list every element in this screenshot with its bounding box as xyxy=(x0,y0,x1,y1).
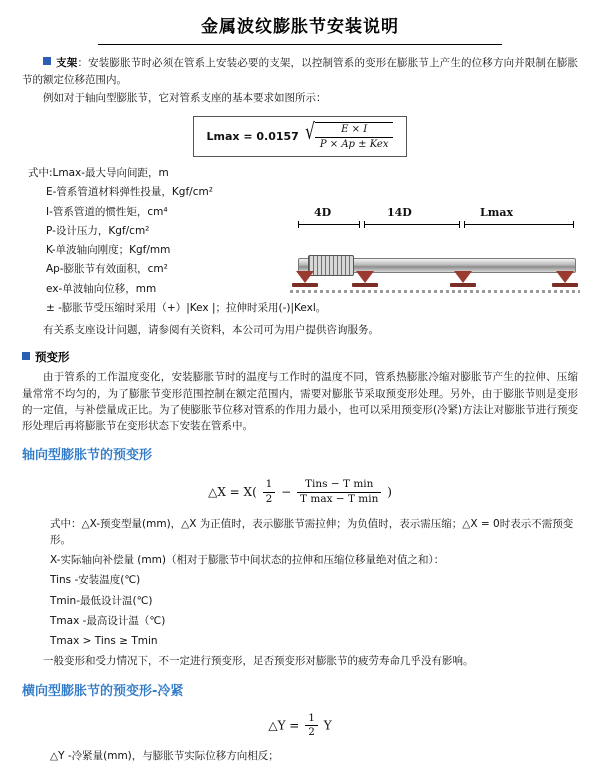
lateral-equation-rhs: Y xyxy=(323,718,332,733)
figure-label-14d: 14D xyxy=(387,206,412,219)
axial-where-item: Tins -安装温度(℃) xyxy=(50,574,141,587)
document-body xyxy=(0,55,600,764)
axial-where-item: Tmin-最低设计温(℃) xyxy=(50,594,153,607)
lmax-formula-denominator: P × Ap ± Kex xyxy=(319,138,389,150)
axial-where-list xyxy=(22,516,578,650)
axial-equation-half-fraction xyxy=(263,478,276,506)
title-divider xyxy=(98,44,502,45)
legend-item: P-设计压力，Kgf/cm² xyxy=(46,224,150,237)
axial-equation xyxy=(22,477,578,508)
legend-item: Ap-膨胀节有效面积，cm² xyxy=(46,263,168,276)
figure-pipe-assembly xyxy=(290,234,580,306)
figure-dimension-lines xyxy=(290,220,580,232)
axial-equation-temp-fraction xyxy=(297,478,381,506)
section-predeform-heading-row xyxy=(22,349,578,367)
lateral-equation xyxy=(22,712,578,740)
pipe-support-figure xyxy=(290,204,580,314)
pipe-support xyxy=(352,271,378,289)
lateral-equation-half-fraction xyxy=(305,712,318,740)
blue-square-bullet-icon xyxy=(43,57,51,65)
legend-item: I-管系管道的惯性矩，cm⁴ xyxy=(46,205,168,218)
section-lateral-heading: 横向型膨胀节的预变形-冷紧 xyxy=(22,683,184,699)
fraction-denominator: T max − T min xyxy=(300,492,379,505)
legend-item: ex-单波轴向位移，mm xyxy=(46,282,157,295)
fraction-numerator: 1 xyxy=(305,712,318,727)
dimension-line-lmax xyxy=(464,224,574,225)
pipe-support xyxy=(552,271,578,289)
axial-equation-lhs: △X = X( xyxy=(208,484,257,499)
dimension-line-4d xyxy=(298,224,360,225)
section-support-intro-text: 安装膨胀节时必须在管系上安装必要的支架，以控制管系的变形在膨胀节上产生的位移方向并限制在膨胀节的额定位移范围内。 xyxy=(22,57,579,86)
legend-item: K-单波轴向刚度；Kgf/mm xyxy=(46,244,171,257)
section-lateral-note: △Y -冷紧量(mm)，与膨胀节实际位移方向相反； xyxy=(50,750,279,763)
fraction-denominator: 2 xyxy=(265,492,273,505)
pipe-support xyxy=(292,271,318,289)
radical-sign-icon: √ xyxy=(304,120,315,146)
section-support-example: 例如对于轴向型膨胀节，它对管系支座的基本要求如图所示： xyxy=(43,91,327,104)
axial-equation-close-paren: ) xyxy=(387,484,392,499)
fraction-numerator: 1 xyxy=(263,478,276,493)
axial-where-item: X-实际轴向补偿量 (mm)（相对于膨胀节中间状态的拉伸和压缩位移量绝对值之和）： xyxy=(50,554,445,567)
legend-item: E-管系管道材料弹性投量，Kgf/cm² xyxy=(46,186,213,199)
section-support-closing: 有关系支座设计问题，请参阅有关资料，本公司可为用户提供咨询服务。 xyxy=(43,324,379,337)
fraction-numerator: Tins − T min xyxy=(297,478,381,493)
section-axial-heading: 轴向型膨胀节的预变形 xyxy=(22,448,153,464)
figure-label-lmax: Lmax xyxy=(480,206,514,219)
pipe-support xyxy=(450,271,476,289)
ground-line xyxy=(290,290,580,293)
lateral-equation-lhs: △Y = xyxy=(268,718,300,733)
axial-where-lead: 式中：△X-预变型量(mm)，△X 为正值时，表示膨胀节需拉伸；为负值时，表示需压缩；△X = 0时表示不需预变形。 xyxy=(50,517,574,546)
legend-item: ± -膨胀节受压缩时采用（+）|Kex |；拉伸时采用(-)|Kexl。 xyxy=(46,302,327,314)
section-predeform-heading: 预变形 xyxy=(35,349,70,364)
page-title: 金属波纹膨胀节安装说明 xyxy=(201,17,399,37)
document-page xyxy=(0,14,600,763)
figure-label-4d: 4D xyxy=(314,206,332,219)
axial-where-item: Tmax > Tins ≥ Tmin xyxy=(50,635,158,648)
dimension-line-14d xyxy=(364,224,460,225)
fraction-denominator: 2 xyxy=(308,726,315,739)
axial-equation-minus: − xyxy=(281,484,292,499)
legend-item: 式中:Lmax-最大导向间距，m xyxy=(28,167,169,180)
section-support-heading: 支架 xyxy=(56,57,78,70)
lmax-formula xyxy=(193,116,407,157)
section-axial-closing: 一般变形和受力情况下，不一定进行预变形，足否预变形对膨胀节的疲劳寿命几乎没有影响。 xyxy=(43,655,474,668)
lmax-formula-lhs: Lmax = 0.0157 xyxy=(206,130,299,144)
lmax-formula-numerator: E × I xyxy=(315,123,394,138)
axial-where-item: Tmax -最高设计温（℃) xyxy=(50,614,166,627)
figure-dimension-labels xyxy=(290,204,580,220)
blue-square-bullet-icon xyxy=(22,352,30,360)
lmax-formula-radical xyxy=(303,122,394,151)
section-predeform-paragraph: 由于管系的工作温度变化，安装膨胀节时的温度与工作时的温度不同，管系热膨胀冷缩对膨胀节产生的拉伸、压缩量常常不均匀的，为了膨胀节变形范围控制在额定范围内，需要对膨胀节采取预变形处理。另外，由于膨胀节则是变形的一定值，与补偿量成正比。为了使膨胀节位移对管系的作用力最小，也可以采用预变形(冷紧)方法让对膨胀节进行预变形处理后再将膨胀节在变形状态下安装在管系中。 xyxy=(22,371,578,433)
section-support-intro: 支架：安装膨胀节时必须在管系上安装必要的支架，以控制管系的变形在膨胀节上产生的位移方向并限制在膨胀节的额定位移范围内。 xyxy=(22,57,579,86)
